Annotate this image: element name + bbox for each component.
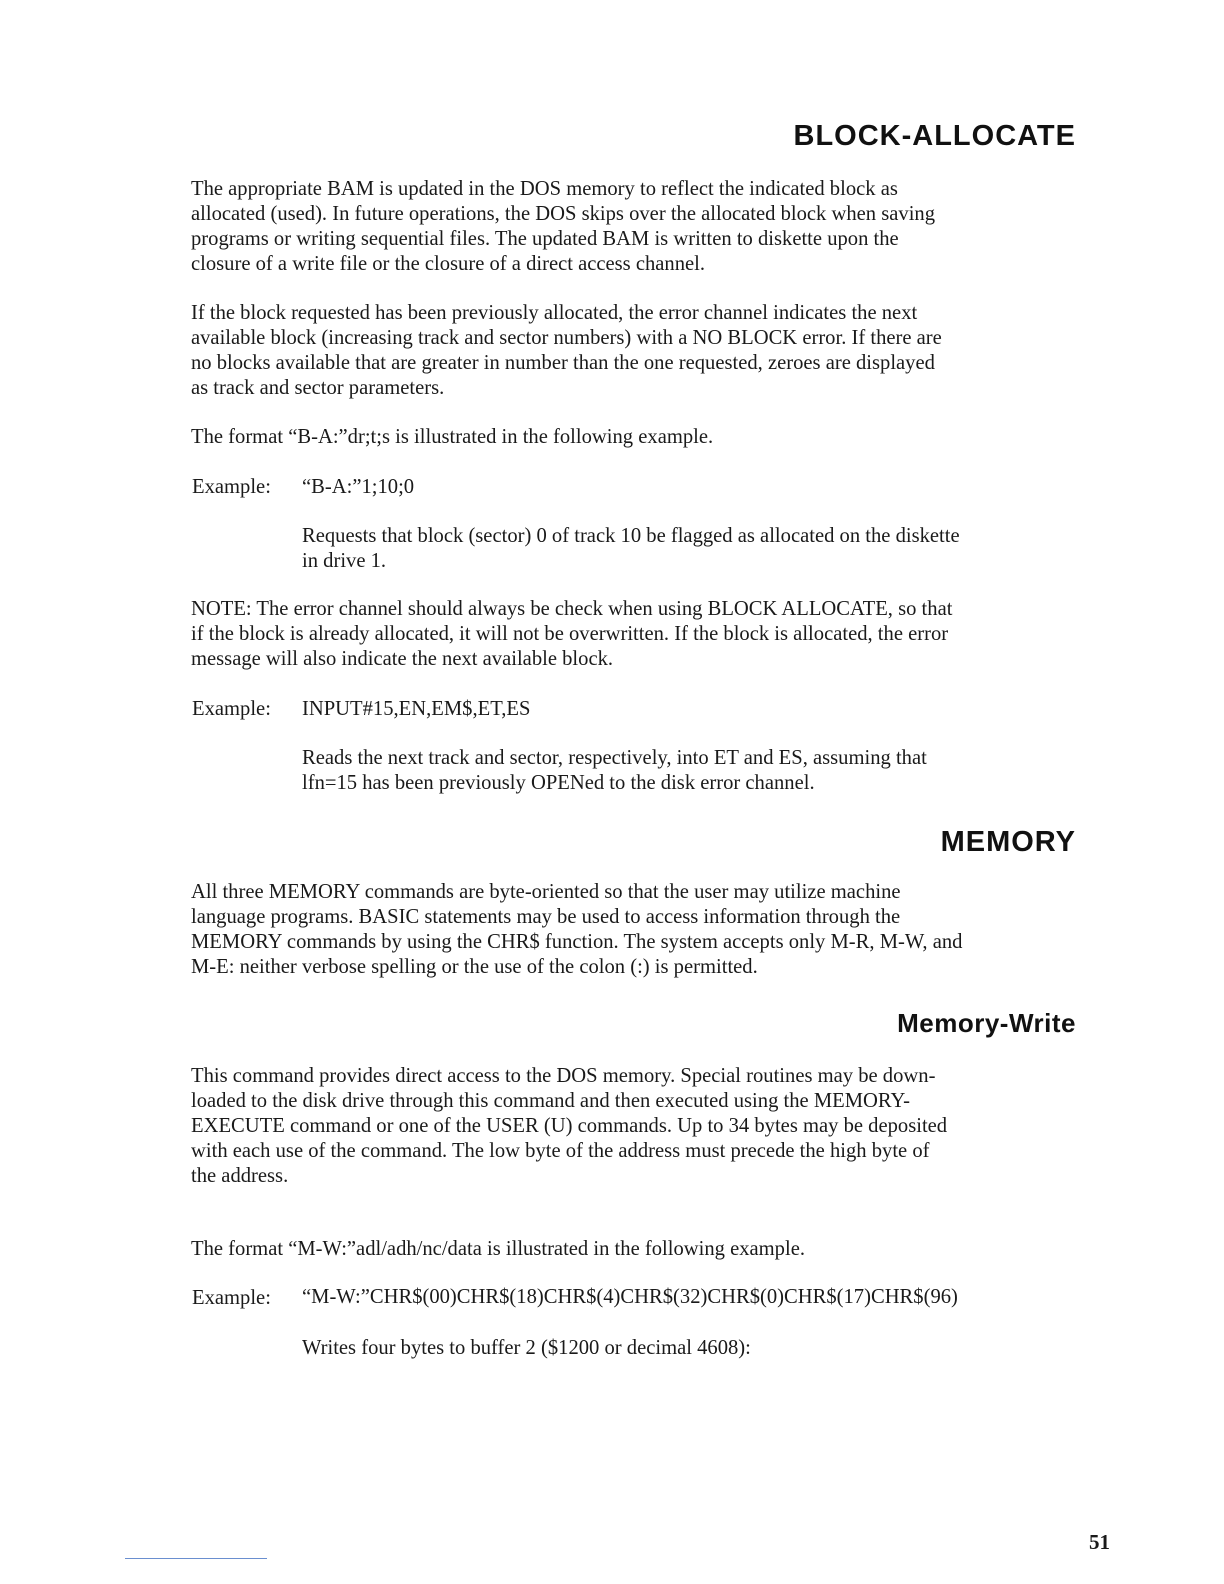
example-label: Example: <box>192 698 271 720</box>
text-line: programs or writing sequential files. The updated BAM is written to diskette upon the <box>191 228 899 250</box>
format-line-memory-write: The format “M-W:”adl/adh/nc/data is illustrated in the following example. <box>191 1238 805 1260</box>
text-line: This command provides direct access to the DOS memory. Special routines may be down- <box>191 1065 936 1087</box>
example-explanation-block-allocate <box>302 524 1092 574</box>
paragraph-note <box>191 597 1081 672</box>
paragraph-memory <box>191 880 1081 980</box>
example-explanation-input <box>302 746 1092 796</box>
paragraph-memory-write <box>191 1064 1081 1189</box>
paragraph-bam-update <box>191 177 1081 277</box>
text-line: NOTE: The error channel should always be check when using BLOCK ALLOCATE, so that <box>191 598 953 620</box>
example-code-input: INPUT#15,EN,EM$,ET,ES <box>302 698 531 720</box>
heading-block-allocate: BLOCK-ALLOCATE <box>793 120 1076 152</box>
text-line: Reads the next track and sector, respectively, into ET and ES, assuming that <box>302 747 927 769</box>
text-line: if the block is already allocated, it will not be overwritten. If the block is allocated, the error <box>191 623 949 645</box>
text-line: EXECUTE command or one of the USER (U) commands. Up to 34 bytes may be deposited <box>191 1115 948 1137</box>
text-line: no blocks available that are greater in number than the one requested, zeroes are displayed <box>191 352 935 374</box>
text-line: available block (increasing track and sector numbers) with a NO BLOCK error. If there are <box>191 327 942 349</box>
text-line: MEMORY commands by using the CHR$ function. The system accepts only M-R, M-W, and <box>191 931 963 953</box>
example-code-memory-write: “M-W:”CHR$(00)CHR$(18)CHR$(4)CHR$(32)CHR$(0)CHR$(17)CHR$(96) <box>302 1286 958 1308</box>
heading-memory: MEMORY <box>940 826 1076 858</box>
text-line: The appropriate BAM is updated in the DOS memory to reflect the indicated block as <box>191 178 898 200</box>
text-line: M-E: neither verbose spelling or the use of the colon (:) is permitted. <box>191 956 758 978</box>
page-number: 51 <box>1089 1530 1110 1554</box>
footer-rule <box>125 1558 267 1559</box>
text-line: with each use of the command. The low byte of the address must precede the high byte of <box>191 1140 930 1162</box>
heading-memory-write: Memory-Write <box>897 1008 1076 1038</box>
format-line-block-allocate: The format “B-A:”dr;t;s is illustrated in the following example. <box>191 426 714 448</box>
text-line: as track and sector parameters. <box>191 377 445 399</box>
text-line: loaded to the disk drive through this command and then executed using the MEMORY- <box>191 1090 910 1112</box>
paragraph-previously-allocated <box>191 301 1081 401</box>
text-line: closure of a write file or the closure of a direct access channel. <box>191 253 706 275</box>
example-label: Example: <box>192 1287 271 1309</box>
text-line: All three MEMORY commands are byte-oriented so that the user may utilize machine <box>191 881 901 903</box>
text-line: allocated (used). In future operations, the DOS skips over the allocated block when saving <box>191 203 936 225</box>
example-code-block-allocate: “B-A:”1;10;0 <box>302 476 415 498</box>
text-line: lfn=15 has been previously OPENed to the disk error channel. <box>302 772 815 794</box>
text-line: If the block requested has been previously allocated, the error channel indicates the next <box>191 302 918 324</box>
example-label: Example: <box>192 476 271 498</box>
text-line: the address. <box>191 1165 289 1187</box>
text-line: Requests that block (sector) 0 of track 10 be flagged as allocated on the diskette <box>302 525 960 547</box>
example-explanation-memory-write: Writes four bytes to buffer 2 ($1200 or decimal 4608): <box>302 1337 751 1359</box>
text-line: in drive 1. <box>302 550 387 572</box>
text-line: message will also indicate the next available block. <box>191 648 614 670</box>
text-line: language programs. BASIC statements may be used to access information through the <box>191 906 901 928</box>
